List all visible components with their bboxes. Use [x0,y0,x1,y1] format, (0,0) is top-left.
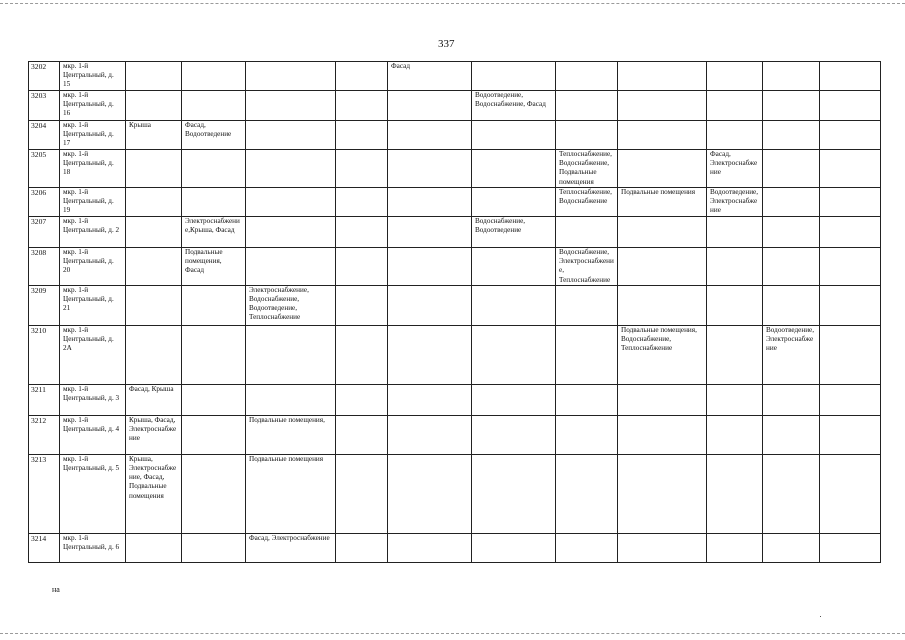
work-type-cell: Крыша, Электроснабжение, Фасад, Подвальные помещения [126,454,182,533]
row-number-cell: 3209 [29,285,60,325]
work-type-cell [820,325,881,384]
work-type-cell [126,188,182,217]
work-type-cell [820,454,881,533]
row-number-cell: 3205 [29,150,60,188]
work-type-cell [388,285,472,325]
work-type-cell: Водоснабжение, Электроснабжение, Теплоснабжение [556,248,618,286]
work-type-cell [556,415,618,454]
work-type-cell [707,325,763,384]
work-type-cell [388,217,472,248]
work-type-cell [707,533,763,562]
work-type-cell [388,150,472,188]
work-type-cell [556,533,618,562]
work-type-cell [472,533,556,562]
work-type-cell [820,121,881,150]
work-type-cell [618,150,707,188]
work-type-cell [556,285,618,325]
work-type-cell [246,248,336,286]
row-number-cell: 3212 [29,415,60,454]
work-type-cell [763,121,820,150]
row-number-cell: 3214 [29,533,60,562]
work-type-cell [126,248,182,286]
work-type-cell [126,91,182,121]
repair-schedule-table [28,61,881,563]
work-type-cell: Фасад, Водоотведение [182,121,246,150]
work-type-cell [246,121,336,150]
work-type-cell [182,188,246,217]
work-type-cell: Фасад, Крыша [126,384,182,415]
work-type-cell [820,217,881,248]
work-type-cell: Подвальные помещения, Водоснабжение, Теплоснабжение [618,325,707,384]
address-cell: мкр. 1-й Центральный, д. 18 [60,150,126,188]
work-type-cell [472,415,556,454]
work-type-cell [388,415,472,454]
work-type-cell [336,188,388,217]
work-type-cell [336,150,388,188]
work-type-cell [763,454,820,533]
work-type-cell [618,248,707,286]
work-type-cell [820,62,881,91]
work-type-cell [820,248,881,286]
work-type-cell [388,533,472,562]
work-type-cell [556,217,618,248]
row-number-cell: 3210 [29,325,60,384]
table-row [29,188,881,217]
table-row [29,325,881,384]
work-type-cell [336,415,388,454]
work-type-cell [472,384,556,415]
table-row [29,415,881,454]
table-row [29,62,881,91]
work-type-cell [472,248,556,286]
row-number-cell: 3206 [29,188,60,217]
work-type-cell [556,121,618,150]
work-type-cell [182,454,246,533]
work-type-cell [336,533,388,562]
work-type-cell: Теплоснабжение, Водоснабжение, Подвальные помещения [556,150,618,188]
row-number-cell: 3204 [29,121,60,150]
work-type-cell [126,533,182,562]
work-type-cell [336,325,388,384]
work-type-cell [246,217,336,248]
work-type-cell [472,454,556,533]
work-type-cell [618,384,707,415]
work-type-cell [820,384,881,415]
address-cell: мкр. 1-й Центральный, д. 16 [60,91,126,121]
work-type-cell [336,454,388,533]
work-type-cell [182,533,246,562]
work-type-cell [126,217,182,248]
work-type-cell: Теплоснабжение, Водоснабжение [556,188,618,217]
work-type-cell [618,454,707,533]
work-type-cell [820,415,881,454]
work-type-cell [707,91,763,121]
work-type-cell: Водоотведение, Электроснабжение [707,188,763,217]
work-type-cell: Водоснабжение, Водоотведение [472,217,556,248]
work-type-cell [707,384,763,415]
work-type-cell [246,325,336,384]
work-type-cell [556,454,618,533]
work-type-cell [126,62,182,91]
work-type-cell [763,384,820,415]
scan-speck [820,616,821,617]
work-type-cell [336,121,388,150]
work-type-cell [126,325,182,384]
work-type-cell [618,217,707,248]
work-type-cell [336,384,388,415]
work-type-cell [246,188,336,217]
work-type-cell [126,285,182,325]
work-type-cell [618,285,707,325]
work-type-cell [336,285,388,325]
work-type-cell: Подвальные помещения, [246,415,336,454]
work-type-cell [336,91,388,121]
work-type-cell [820,188,881,217]
work-type-cell [472,325,556,384]
work-type-cell [763,150,820,188]
work-type-cell: Фасад, Электроснабжение [246,533,336,562]
work-type-cell [182,150,246,188]
work-type-cell [388,91,472,121]
work-type-cell [763,285,820,325]
work-type-cell [388,384,472,415]
work-type-cell [388,121,472,150]
row-number-cell: 3208 [29,248,60,286]
work-type-cell: Крыша [126,121,182,150]
work-type-cell [246,91,336,121]
address-cell: мкр. 1-й Центральный, д. 3 [60,384,126,415]
work-type-cell [618,121,707,150]
work-type-cell: Водоотведение, Электроснабжение [763,325,820,384]
work-type-cell: Фасад [388,62,472,91]
work-type-cell [336,62,388,91]
address-cell: мкр. 1-й Центральный, д. 4 [60,415,126,454]
work-type-cell [820,150,881,188]
work-type-cell [556,325,618,384]
row-number-cell: 3203 [29,91,60,121]
work-type-cell [388,188,472,217]
scan-edge-bottom [0,633,905,634]
table-row [29,454,881,533]
work-type-cell [820,91,881,121]
work-type-cell [336,217,388,248]
scan-edge-top [0,3,905,4]
work-type-cell: Водоотведение, Водоснабжение, Фасад [472,91,556,121]
work-type-cell [707,454,763,533]
table-row [29,91,881,121]
work-type-cell [763,91,820,121]
work-type-cell: Электроснабжение,Крыша, Фасад [182,217,246,248]
work-type-cell [388,325,472,384]
work-type-cell [707,285,763,325]
work-type-cell [618,91,707,121]
work-type-cell [763,248,820,286]
work-type-cell [556,91,618,121]
work-type-cell [707,248,763,286]
work-type-cell [763,415,820,454]
work-type-cell: Подвальные помещения [618,188,707,217]
work-type-cell: Крыша, Фасад, Электроснабжение [126,415,182,454]
work-type-cell [763,188,820,217]
work-type-cell [182,62,246,91]
work-type-cell [618,415,707,454]
work-type-cell [763,533,820,562]
work-type-cell [246,62,336,91]
work-type-cell [336,248,388,286]
work-type-cell [246,150,336,188]
work-type-cell [472,285,556,325]
row-number-cell: 3207 [29,217,60,248]
row-number-cell: 3211 [29,384,60,415]
work-type-cell [388,454,472,533]
address-cell: мкр. 1-й Центральный, д. 15 [60,62,126,91]
work-type-cell [472,121,556,150]
row-number-cell: 3213 [29,454,60,533]
work-type-cell [472,150,556,188]
address-cell: мкр. 1-й Центральный, д. 21 [60,285,126,325]
work-type-cell [618,533,707,562]
work-type-cell: Фасад, Электроснабжение [707,150,763,188]
work-type-cell [618,62,707,91]
work-type-cell [182,325,246,384]
row-number-cell: 3202 [29,62,60,91]
address-cell: мкр. 1-й Центральный, д. 5 [60,454,126,533]
work-type-cell [182,285,246,325]
work-type-cell [182,384,246,415]
footer-note: на [52,585,60,594]
table-row [29,248,881,286]
work-type-cell [820,285,881,325]
work-type-cell [707,62,763,91]
work-type-cell: Подвальные помещения [246,454,336,533]
work-type-cell [556,384,618,415]
work-type-cell [820,533,881,562]
table-row [29,150,881,188]
address-cell: мкр. 1-й Центральный, д. 17 [60,121,126,150]
work-type-cell [472,62,556,91]
work-type-cell [126,150,182,188]
address-cell: мкр. 1-й Центральный, д. 19 [60,188,126,217]
address-cell: мкр. 1-й Центральный, д. 6 [60,533,126,562]
table-row [29,121,881,150]
work-type-cell [707,121,763,150]
work-type-cell: Электроснабжение, Водоснабжение, Водоотведение, Теплоснабжение [246,285,336,325]
work-type-cell: Подвальные помещения, Фасад [182,248,246,286]
work-type-cell [556,62,618,91]
page-number: 337 [438,38,455,50]
work-type-cell [763,217,820,248]
table-row [29,384,881,415]
work-type-cell [182,91,246,121]
address-cell: мкр. 1-й Центральный, д. 20 [60,248,126,286]
table-row [29,217,881,248]
work-type-cell [707,217,763,248]
address-cell: мкр. 1-й Центральный, д. 2 [60,217,126,248]
work-type-cell [763,62,820,91]
work-type-cell [707,415,763,454]
table-row [29,533,881,562]
work-type-cell [388,248,472,286]
address-cell: мкр. 1-й Центральный, д. 2А [60,325,126,384]
work-type-cell [246,384,336,415]
table-body [29,62,881,563]
work-type-cell [472,188,556,217]
work-type-cell [182,415,246,454]
table-row [29,285,881,325]
